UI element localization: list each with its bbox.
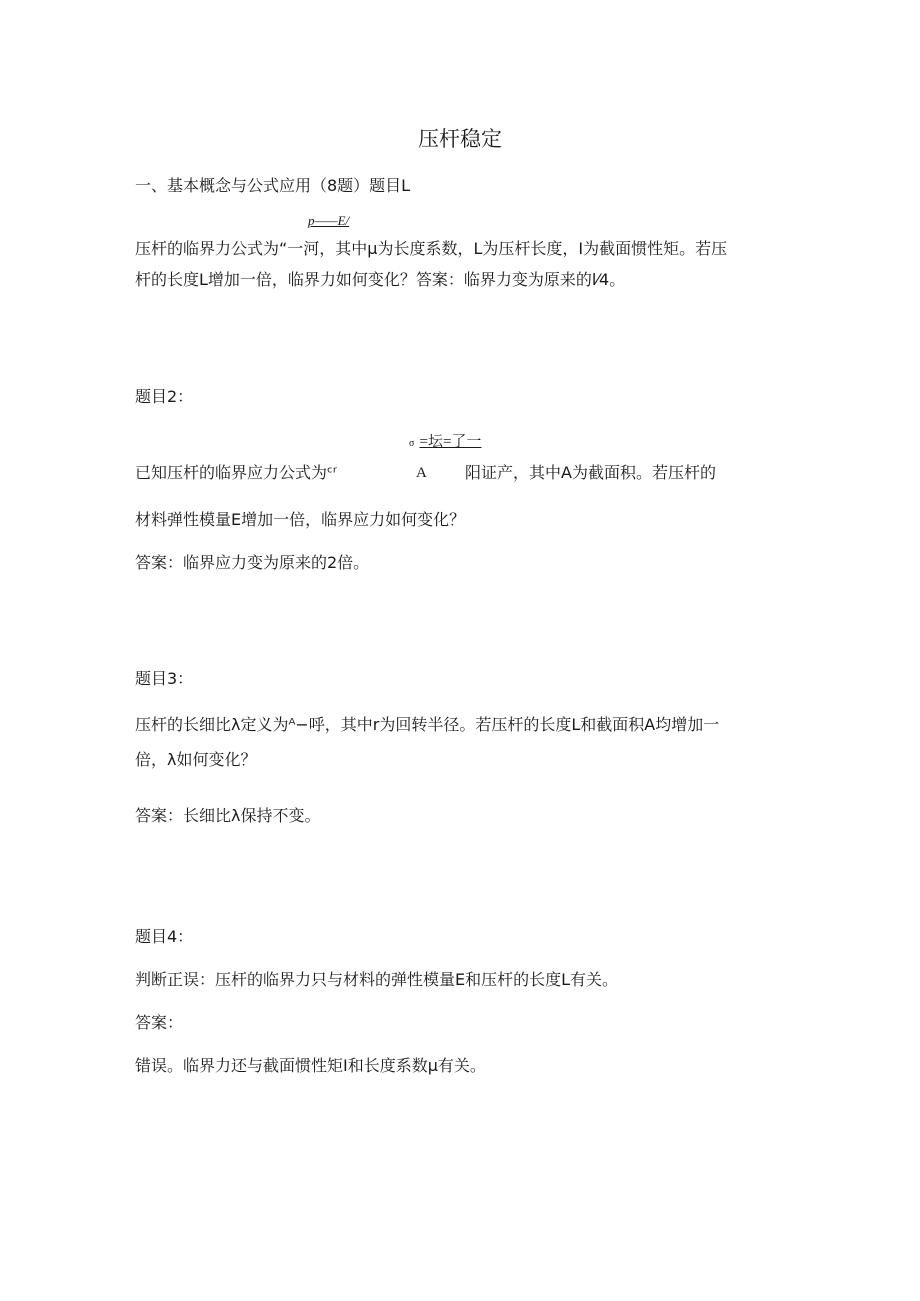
q1-line-1: 压杆的临界力公式为“一河，其中μ为长度系数，L为压杆长度，I为截面惯性矩。若压 — [135, 239, 728, 258]
q2-formula-sigma: σ — [409, 438, 415, 449]
q2-line-1a: 已知压杆的临界应力公式为ᶜʳ — [135, 463, 338, 482]
q1-formula — [308, 213, 349, 229]
q2-label: 题目2： — [135, 387, 194, 406]
q1-line-2: 杆的长度L增加一倍，临界力如何变化？答案：临界力变为原来的l⁄4。 — [135, 270, 626, 289]
q2-formula-text: =坛=了一 — [419, 434, 482, 450]
q3-answer: 答案：长细比λ保持不变。 — [135, 806, 321, 825]
q2-line-1b: 阳证产，其中A为截面积。若压杆的 — [465, 463, 716, 482]
q4-label: 题目4： — [135, 927, 194, 946]
q2-line-1-symbol: A — [416, 465, 427, 481]
q2-answer: 答案：临界应力变为原来的2倍。 — [135, 553, 370, 572]
q2-formula — [409, 431, 481, 451]
q3-line-1: 压杆的长细比λ定义为ᴬ−呼，其中r为回转半径。若压杆的长度L和截面积A均增加一 — [135, 715, 720, 734]
q4-answer: 错误。临界力还与截面惯性矩I和长度系数μ有关。 — [135, 1056, 486, 1075]
q4-line-1: 判断正误：压杆的临界力只与材料的弹性模量E和压杆的长度L有关。 — [135, 970, 619, 989]
q1-formula-text: p——E/ — [308, 213, 350, 228]
q2-line-2: 材料弹性模量E增加一倍，临界应力如何变化？ — [135, 510, 466, 529]
section-heading: 一、基本概念与公式应用（8题）题目L — [135, 176, 411, 195]
q4-answer-label: 答案： — [135, 1013, 184, 1032]
page-title: 压杆稳定 — [418, 127, 502, 151]
q3-line-2: 倍，λ如何变化？ — [135, 750, 257, 769]
q3-label: 题目3： — [135, 669, 194, 688]
